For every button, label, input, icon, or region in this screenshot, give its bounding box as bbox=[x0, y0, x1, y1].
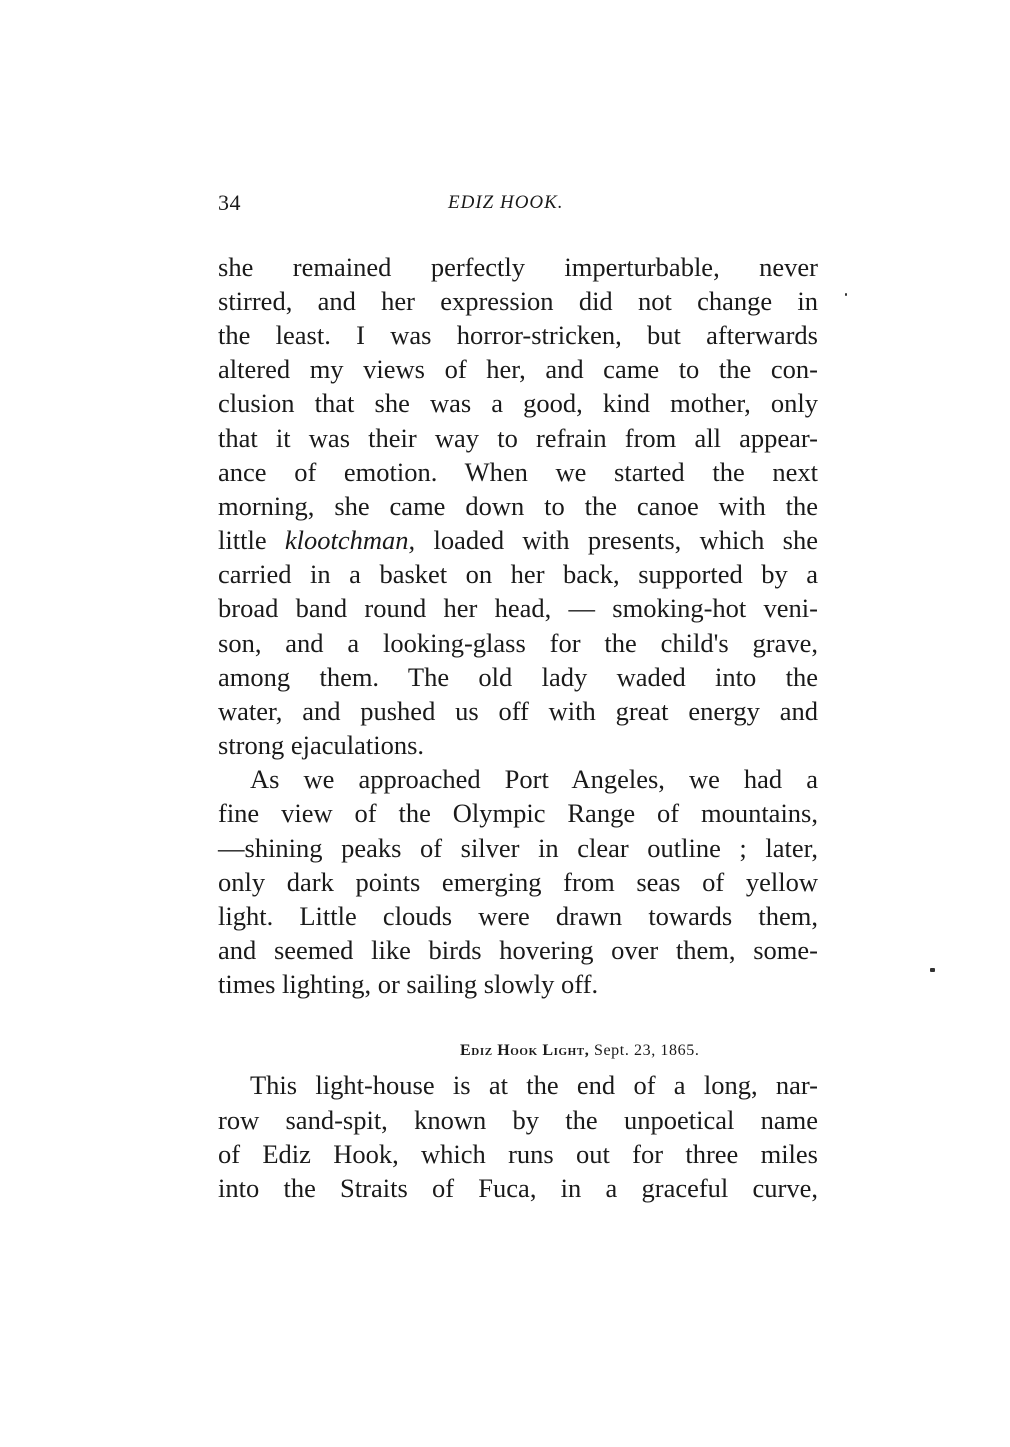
running-title: EDIZ HOOK. bbox=[448, 192, 564, 213]
text-line: —shining peaks of silver in clear outline ; later, bbox=[218, 833, 818, 863]
text-line: into the Straits of Fuca, in a graceful curve, bbox=[218, 1173, 818, 1203]
text-line: and seemed like birds hovering over them, some- bbox=[218, 935, 818, 965]
text-line: of Ediz Hook, which runs out for three miles bbox=[218, 1139, 818, 1169]
text-line: she remained perfectly imperturbable, never bbox=[218, 252, 818, 282]
text-line: fine view of the Olympic Range of mountains, bbox=[218, 798, 818, 828]
text-line: among them. The old lady waded into the bbox=[218, 662, 818, 692]
italic-word: klootchman, bbox=[284, 525, 416, 555]
text-line: water, and pushed us off with great energy and bbox=[218, 696, 818, 726]
text-line: the least. I was horror-stricken, but afterwards bbox=[218, 320, 818, 350]
scan-speck bbox=[845, 293, 847, 296]
text-line: ance of emotion. When we started the next bbox=[218, 457, 818, 487]
dateline-place: Ediz Hook Light, bbox=[460, 1042, 590, 1059]
text-line-end: loaded with presents, which she bbox=[415, 525, 818, 555]
text-line: only dark points emerging from seas of yellow bbox=[218, 867, 818, 897]
text-line: This light-house is at the end of a long, nar- bbox=[250, 1070, 818, 1100]
scan-speck bbox=[930, 968, 935, 972]
text-line: strong ejaculations. bbox=[218, 730, 425, 760]
dateline bbox=[460, 1042, 820, 1060]
text-line bbox=[218, 523, 818, 557]
text-line: broad band round her head, — smoking-hot veni- bbox=[218, 593, 818, 623]
text-line: light. Little clouds were drawn towards them, bbox=[218, 901, 818, 931]
text-line: altered my views of her, and came to the con- bbox=[218, 354, 818, 384]
text-line: times lighting, or sailing slowly off. bbox=[218, 969, 599, 999]
text-line: carried in a basket on her back, supported by a bbox=[218, 559, 818, 589]
dateline-date: Sept. 23, 1865. bbox=[593, 1042, 700, 1059]
text-line-start: little bbox=[218, 525, 285, 555]
text-line: that it was their way to refrain from all appear- bbox=[218, 423, 818, 453]
page-header bbox=[218, 190, 818, 220]
text-line: row sand-spit, known by the unpoetical name bbox=[218, 1105, 818, 1135]
text-line: stirred, and her expression did not change in bbox=[218, 286, 818, 316]
text-line: As we approached Port Angeles, we had a bbox=[250, 764, 818, 794]
text-line: son, and a looking-glass for the child's grave, bbox=[218, 628, 818, 658]
text-line: morning, she came down to the canoe with the bbox=[218, 491, 818, 521]
text-line: clusion that she was a good, kind mother, only bbox=[218, 388, 818, 418]
page-number: 34 bbox=[218, 190, 241, 215]
